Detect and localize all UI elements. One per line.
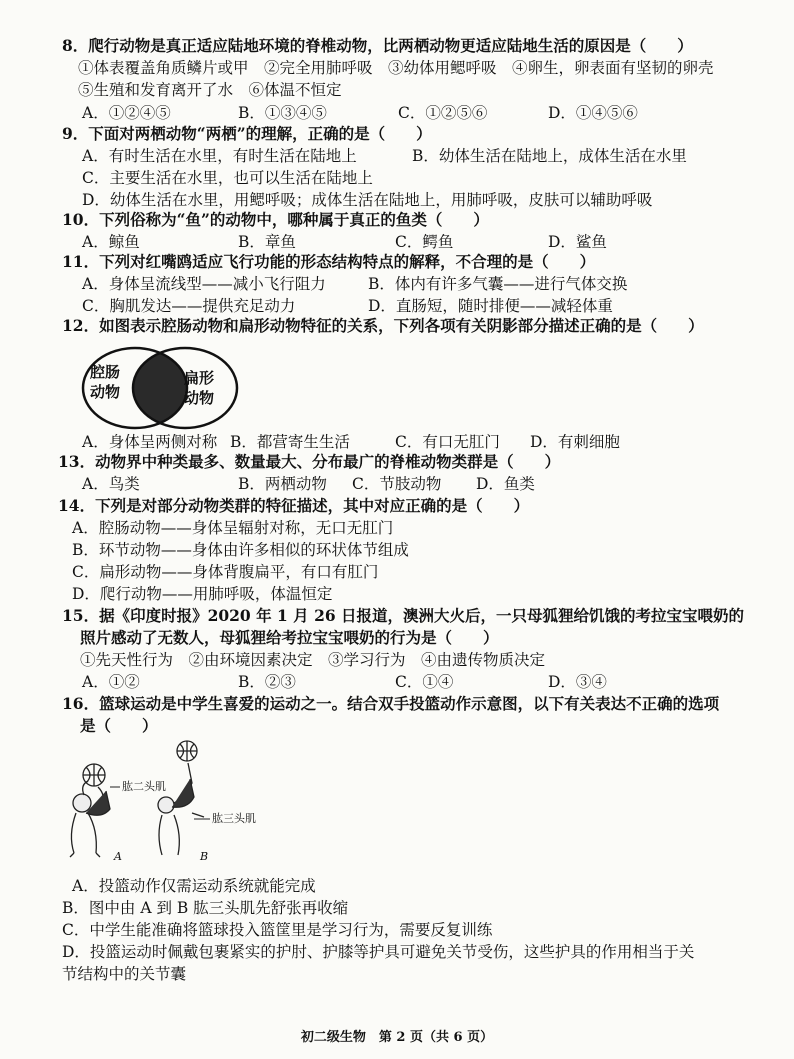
q8-option-c: C．①②⑤⑥	[398, 104, 488, 122]
q16-stem: 16．篮球运动是中学生喜爱的运动之一。结合双手投篮动作示意图，以下有关表达不正确的选项	[62, 694, 720, 713]
q9-option-c: C．主要生活在水里，也可以生活在陆地上	[82, 169, 373, 187]
q12-option-b: B．都营寄生生活	[230, 433, 350, 451]
fig-label-biceps: 肱二头肌	[122, 780, 166, 793]
fig-label-a: A	[114, 850, 122, 863]
q16-option-b: B．图中由 A 到 B 肱三头肌先舒张再收缩	[62, 899, 349, 917]
fig-label-b: B	[200, 850, 209, 863]
q11-option-c: C．胸肌发达——提供充足动力	[82, 297, 296, 315]
q9-option-d: D．幼体生活在水里，用鳃呼吸；成体生活在陆地上，用肺呼吸，皮肤可以辅助呼吸	[82, 191, 653, 209]
q14-option-d: D．爬行动物——用肺呼吸，体温恒定	[72, 585, 333, 603]
q11-option-a: A．身体呈流线型——减小飞行阻力	[82, 275, 326, 293]
q13-option-a: A．鸟类	[82, 475, 140, 493]
q8-items-line: ①体表覆盖角质鳞片或甲 ②完全用肺呼吸 ③幼体用鳃呼吸 ④卵生，卵表面有坚韧的卵壳	[78, 59, 714, 77]
q16-option-d: D．投篮运动时佩戴包裹紧实的护肘、护膝等护具可避免关节受伤，这些护具的作用相当于关	[62, 943, 695, 961]
q15-stem: 15．据《印度时报》2020 年 1 月 26 日报道，澳洲大火后，一只母狐狸给饥饿的考拉宝宝喂奶的	[62, 606, 745, 625]
figure-b	[158, 741, 204, 855]
venn-left-label: 腔肠 动物	[90, 363, 121, 401]
q9-option-b: B．幼体生活在陆地上，成体生活在水里	[412, 147, 687, 165]
venn-diagram	[80, 338, 240, 438]
q11-option-b: B．体内有许多气囊——进行气体交换	[368, 275, 628, 293]
basketball-svg	[62, 735, 252, 865]
q8-option-d: D．①④⑤⑥	[548, 104, 638, 122]
q16-option-c: C．中学生能准确将篮球投入篮筐里是学习行为，需要反复训练	[62, 921, 493, 939]
q15-option-d: D．③④	[548, 673, 607, 691]
q8-items-line: ⑤生殖和发育离开了水 ⑥体温不恒定	[78, 81, 342, 99]
fig-label-triceps: 肱三头肌	[212, 812, 256, 825]
q13-stem: 13．动物界中种类最多、数量最大、分布最广的脊椎动物类群是（ ）	[58, 452, 561, 471]
q13-option-b: B．两栖动物	[238, 475, 327, 493]
q8-option-a: A．①②④⑤	[82, 104, 171, 122]
q10-option-b: B．章鱼	[238, 233, 296, 251]
q14-option-b: B．环节动物——身体由许多相似的环状体节组成	[72, 541, 409, 559]
q12-option-c: C．有口无肛门	[395, 433, 500, 451]
q11-stem: 11．下列对红嘴鸥适应飞行功能的形态结构特点的解释，不合理的是（ ）	[62, 252, 596, 271]
q11-option-d: D．直肠短，随时排便——减轻体重	[368, 297, 613, 315]
q12-option-a: A．身体呈两侧对称	[82, 433, 218, 451]
q16-option-d-cont: 节结构中的关节囊	[62, 965, 187, 983]
q13-option-c: C．节肢动物	[352, 475, 442, 493]
page-footer: 初二级生物 第 2 页（共 6 页）	[300, 1030, 494, 1045]
q12-stem: 12．如图表示腔肠动物和扁形动物特征的关系，下列各项有关阴影部分描述正确的是（ ）	[62, 316, 704, 335]
q8-option-b: B．①③④⑤	[238, 104, 327, 122]
q16-stem-cont: 是（ ）	[80, 716, 158, 735]
q15-option-c: C．①④	[395, 673, 454, 691]
q10-option-d: D．鲨鱼	[548, 233, 607, 251]
q14-option-a: A．腔肠动物——身体呈辐射对称，无口无肛门	[72, 519, 394, 537]
q14-stem: 14．下列是对部分动物类群的特征描述，其中对应正确的是（ ）	[58, 496, 530, 515]
q9-stem: 9．下面对两栖动物“两栖”的理解，正确的是（ ）	[62, 124, 432, 143]
q15-items: ①先天性行为 ②由环境因素决定 ③学习行为 ④由遗传物质决定	[80, 651, 546, 669]
q15-option-a: A．①②	[82, 673, 140, 691]
q10-option-a: A．鲸鱼	[82, 233, 140, 251]
q16-option-a: A．投篮动作仅需运动系统就能完成	[72, 877, 316, 895]
q12-option-d: D．有刺细胞	[530, 433, 620, 451]
q10-stem: 10．下列俗称为“鱼”的动物中，哪种属于真正的鱼类（ ）	[62, 210, 489, 229]
q9-option-a: A．有时生活在水里，有时生活在陆地上	[82, 147, 357, 165]
q10-option-c: C．鳄鱼	[395, 233, 454, 251]
q14-option-c: C．扁形动物——身体背腹扁平，有口有肛门	[72, 563, 379, 581]
figure-a	[70, 764, 110, 857]
basketball-figure	[62, 735, 256, 865]
venn-right-label: 扁形 动物	[184, 369, 215, 407]
q15-option-b: B．②③	[238, 673, 296, 691]
q15-stem-cont: 照片感动了无数人，母狐狸给考拉宝宝喂奶的行为是（ ）	[80, 628, 499, 647]
q8-stem: 8．爬行动物是真正适应陆地环境的脊椎动物，比两栖动物更适应陆地生活的原因是（ ）	[62, 36, 693, 55]
q13-option-d: D．鱼类	[476, 475, 535, 493]
